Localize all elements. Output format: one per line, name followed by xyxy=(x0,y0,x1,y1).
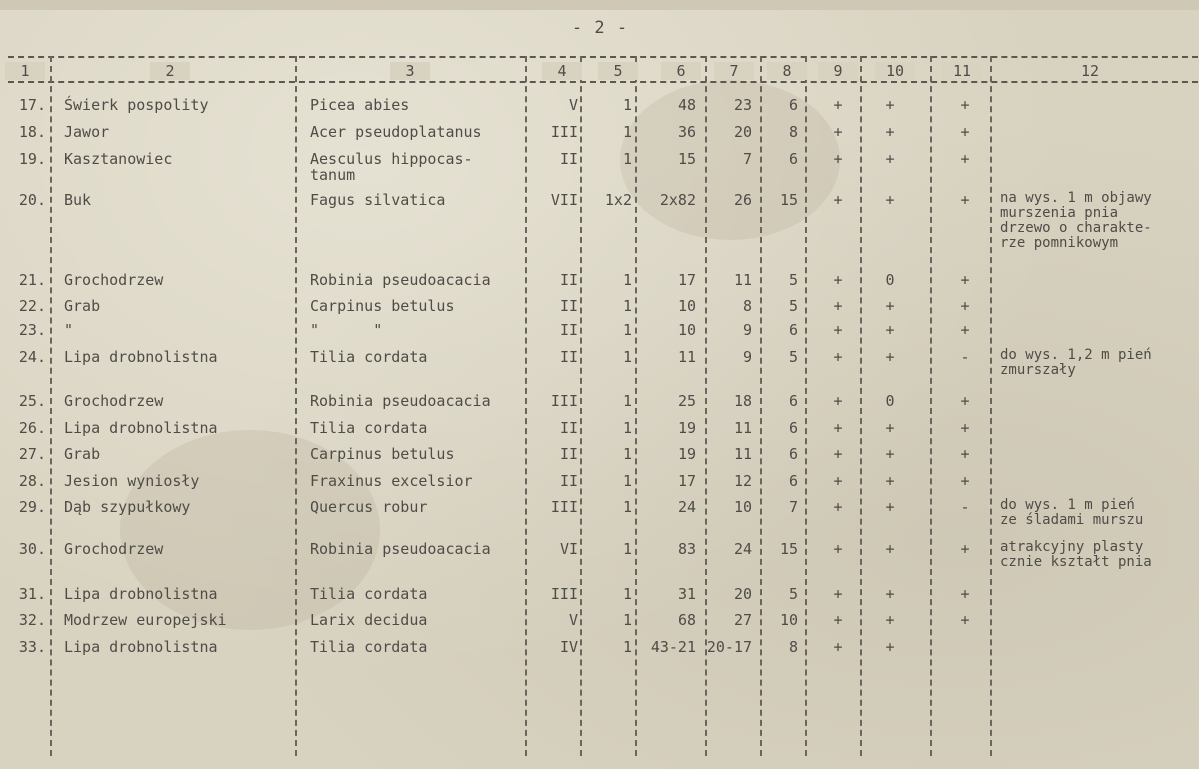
col-5-value: 1 xyxy=(622,297,632,315)
col-6-value: 68 xyxy=(677,611,696,629)
col-5-value: 1 xyxy=(622,638,632,656)
column-separator-line xyxy=(50,56,52,756)
col-5-value: 1x2 xyxy=(604,191,632,209)
col-9-value: + xyxy=(833,498,843,516)
col-8-value: 5 xyxy=(788,297,798,315)
col-9-value: + xyxy=(833,445,843,463)
col-4-value: III xyxy=(550,498,578,516)
row-number: 20. xyxy=(18,191,46,209)
col-11-value: + xyxy=(960,540,970,558)
col-6-value: 15 xyxy=(677,150,696,168)
polish-name: Lipa drobnolistna xyxy=(64,348,218,366)
column-number-3: 3 xyxy=(390,62,430,80)
latin-name: Fagus silvatica xyxy=(310,191,446,209)
col-11-value: + xyxy=(960,321,970,339)
table-top-rule xyxy=(8,56,1198,58)
col-6-value: 19 xyxy=(677,445,696,463)
col-9-value: + xyxy=(833,321,843,339)
col-7-value: 7 xyxy=(742,150,752,168)
column-separator-line xyxy=(525,56,527,756)
remark-line: murszenia pnia xyxy=(1000,205,1119,221)
col-10-value: + xyxy=(885,348,895,366)
col-9-value: + xyxy=(833,348,843,366)
col-5-value: 1 xyxy=(622,472,632,490)
col-9-value: + xyxy=(833,540,843,558)
col-11-value: + xyxy=(960,472,970,490)
col-10-value: + xyxy=(885,638,895,656)
latin-name: Tilia cordata xyxy=(310,638,428,656)
col-4-value: IV xyxy=(559,638,578,656)
col-6-value: 11 xyxy=(677,348,696,366)
row-number: 23. xyxy=(18,321,46,339)
header-bottom-rule xyxy=(8,81,1198,83)
col-9-value: + xyxy=(833,123,843,141)
col-10-value: + xyxy=(885,472,895,490)
col-7-value: 11 xyxy=(733,271,752,289)
row-number: 33. xyxy=(18,638,46,656)
col-11-value: + xyxy=(960,419,970,437)
col-6-value: 36 xyxy=(677,123,696,141)
latin-name: Quercus robur xyxy=(310,498,428,516)
remark-line: rze pomnikowym xyxy=(1000,235,1119,251)
column-separator-line xyxy=(760,56,762,756)
col-8-value: 15 xyxy=(779,540,798,558)
row-number: 30. xyxy=(18,540,46,558)
col-4-value: II xyxy=(559,271,578,289)
col-11-value: - xyxy=(960,498,970,516)
polish-name: Lipa drobnolistna xyxy=(64,419,218,437)
polish-name: " xyxy=(64,321,74,339)
column-number-8: 8 xyxy=(767,62,807,80)
column-number-9: 9 xyxy=(818,62,858,80)
col-5-value: 1 xyxy=(622,123,632,141)
col-6-value: 17 xyxy=(677,271,696,289)
polish-name: Buk xyxy=(64,191,92,209)
col-8-value: 8 xyxy=(788,123,798,141)
column-number-1: 1 xyxy=(5,62,45,80)
row-number: 17. xyxy=(18,96,46,114)
col-9-value: + xyxy=(833,297,843,315)
col-4-value: II xyxy=(559,419,578,437)
col-8-value: 7 xyxy=(788,498,798,516)
latin-name: Robinia pseudoacacia xyxy=(310,271,491,289)
col-7-value: 20 xyxy=(733,585,752,603)
col-10-value: + xyxy=(885,321,895,339)
col-10-value: + xyxy=(885,419,895,437)
col-5-value: 1 xyxy=(622,150,632,168)
row-number: 28. xyxy=(18,472,46,490)
col-7-value: 23 xyxy=(733,96,752,114)
latin-name: Tilia cordata xyxy=(310,419,428,437)
col-4-value: VII xyxy=(550,191,578,209)
col-9-value: + xyxy=(833,611,843,629)
col-9-value: + xyxy=(833,392,843,410)
col-11-value: + xyxy=(960,191,970,209)
col-7-value: 9 xyxy=(742,321,752,339)
column-number-5: 5 xyxy=(598,62,638,80)
col-6-value: 25 xyxy=(677,392,696,410)
column-number-6: 6 xyxy=(661,62,701,80)
col-6-value: 31 xyxy=(677,585,696,603)
latin-name: Carpinus betulus xyxy=(310,297,455,315)
col-10-value: + xyxy=(885,585,895,603)
col-9-value: + xyxy=(833,419,843,437)
col-8-value: 10 xyxy=(779,611,798,629)
col-5-value: 1 xyxy=(622,585,632,603)
col-4-value: II xyxy=(559,321,578,339)
column-number-4: 4 xyxy=(542,62,582,80)
col-8-value: 6 xyxy=(788,150,798,168)
col-8-value: 5 xyxy=(788,271,798,289)
latin-name: Tilia cordata xyxy=(310,585,428,603)
col-4-value: II xyxy=(559,445,578,463)
col-10-value: + xyxy=(885,123,895,141)
latin-name: tanum xyxy=(310,166,356,184)
column-separator-line xyxy=(295,56,297,756)
remark-line: do wys. 1,2 m pień xyxy=(1000,347,1152,363)
column-number-12: 12 xyxy=(1070,62,1110,80)
col-7-value: 11 xyxy=(733,445,752,463)
col-7-value: 9 xyxy=(742,348,752,366)
col-6-value: 24 xyxy=(677,498,696,516)
column-number-7: 7 xyxy=(714,62,754,80)
col-5-value: 1 xyxy=(622,348,632,366)
polish-name: Grab xyxy=(64,297,101,315)
row-number: 22. xyxy=(18,297,46,315)
col-10-value: 0 xyxy=(885,392,895,410)
polish-name: Grochodrzew xyxy=(64,271,164,289)
col-11-value: - xyxy=(960,348,970,366)
col-5-value: 1 xyxy=(622,540,632,558)
col-4-value: VI xyxy=(559,540,578,558)
polish-name: Modrzew europejski xyxy=(64,611,227,629)
col-8-value: 6 xyxy=(788,96,798,114)
col-7-value: 11 xyxy=(733,419,752,437)
col-9-value: + xyxy=(833,585,843,603)
latin-name: Fraxinus excelsior xyxy=(310,472,473,490)
col-9-value: + xyxy=(833,150,843,168)
col-11-value: + xyxy=(960,445,970,463)
col-10-value: + xyxy=(885,611,895,629)
col-7-value: 8 xyxy=(742,297,752,315)
polish-name: Jesion wyniosły xyxy=(64,472,200,490)
col-5-value: 1 xyxy=(622,611,632,629)
col-5-value: 1 xyxy=(622,419,632,437)
col-4-value: III xyxy=(550,123,578,141)
col-10-value: + xyxy=(885,96,895,114)
col-5-value: 1 xyxy=(622,445,632,463)
col-5-value: 1 xyxy=(622,498,632,516)
col-10-value: 0 xyxy=(885,271,895,289)
column-separator-line xyxy=(635,56,637,756)
row-number: 27. xyxy=(18,445,46,463)
col-11-value: + xyxy=(960,150,970,168)
col-6-value: 48 xyxy=(677,96,696,114)
latin-name: Picea abies xyxy=(310,96,410,114)
col-6-value: 17 xyxy=(677,472,696,490)
latin-name: Aesculus hippocas- xyxy=(310,150,473,168)
row-number: 19. xyxy=(18,150,46,168)
col-7-value: 12 xyxy=(733,472,752,490)
col-8-value: 6 xyxy=(788,419,798,437)
column-number-11: 11 xyxy=(942,62,982,80)
polish-name: Lipa drobnolistna xyxy=(64,638,218,656)
page-number: - 2 - xyxy=(571,18,629,38)
col-5-value: 1 xyxy=(622,96,632,114)
polish-name: Grab xyxy=(64,445,101,463)
col-10-value: + xyxy=(885,498,895,516)
col-6-value: 10 xyxy=(677,297,696,315)
col-10-value: + xyxy=(885,445,895,463)
polish-name: Jawor xyxy=(64,123,110,141)
col-6-value: 2x82 xyxy=(659,191,696,209)
col-8-value: 8 xyxy=(788,638,798,656)
latin-name: Carpinus betulus xyxy=(310,445,455,463)
col-4-value: II xyxy=(559,150,578,168)
col-8-value: 5 xyxy=(788,348,798,366)
col-11-value: + xyxy=(960,297,970,315)
col-7-value: 20-17 xyxy=(706,638,752,656)
col-6-value: 83 xyxy=(677,540,696,558)
col-7-value: 27 xyxy=(733,611,752,629)
remark-line: zmurszały xyxy=(1000,362,1076,378)
col-5-value: 1 xyxy=(622,392,632,410)
column-number-10: 10 xyxy=(875,62,915,80)
remark-line: atrakcyjny plasty xyxy=(1000,539,1144,555)
col-4-value: II xyxy=(559,472,578,490)
latin-name: Tilia cordata xyxy=(310,348,428,366)
col-9-value: + xyxy=(833,638,843,656)
col-6-value: 19 xyxy=(677,419,696,437)
col-10-value: + xyxy=(885,150,895,168)
col-9-value: + xyxy=(833,191,843,209)
col-11-value: + xyxy=(960,392,970,410)
polish-name: Grochodrzew xyxy=(64,392,164,410)
col-8-value: 5 xyxy=(788,585,798,603)
remark-line: na wys. 1 m objawy xyxy=(1000,190,1152,206)
col-6-value: 43-21 xyxy=(650,638,696,656)
col-8-value: 6 xyxy=(788,321,798,339)
col-4-value: II xyxy=(559,297,578,315)
row-number: 32. xyxy=(18,611,46,629)
col-4-value: V xyxy=(568,611,578,629)
column-separator-line xyxy=(930,56,932,756)
polish-name: Lipa drobnolistna xyxy=(64,585,218,603)
col-4-value: III xyxy=(550,392,578,410)
remark-line: cznie kształt pnia xyxy=(1000,554,1152,570)
col-10-value: + xyxy=(885,191,895,209)
latin-name: Acer pseudoplatanus xyxy=(310,123,482,141)
row-number: 18. xyxy=(18,123,46,141)
col-11-value: + xyxy=(960,271,970,289)
remark-line: do wys. 1 m pień xyxy=(1000,497,1135,513)
col-11-value: + xyxy=(960,96,970,114)
col-11-value: + xyxy=(960,585,970,603)
col-6-value: 10 xyxy=(677,321,696,339)
row-number: 21. xyxy=(18,271,46,289)
col-8-value: 6 xyxy=(788,472,798,490)
col-7-value: 24 xyxy=(733,540,752,558)
remark-line: drzewo o charakte- xyxy=(1000,220,1152,236)
col-4-value: V xyxy=(568,96,578,114)
row-number: 29. xyxy=(18,498,46,516)
col-8-value: 6 xyxy=(788,445,798,463)
col-4-value: II xyxy=(559,348,578,366)
polish-name: Świerk pospolity xyxy=(64,96,209,114)
polish-name: Grochodrzew xyxy=(64,540,164,558)
col-7-value: 20 xyxy=(733,123,752,141)
col-8-value: 6 xyxy=(788,392,798,410)
col-11-value: + xyxy=(960,611,970,629)
latin-name: " " xyxy=(310,321,383,339)
column-separator-line xyxy=(860,56,862,756)
polish-name: Dąb szypułkowy xyxy=(64,498,191,516)
col-10-value: + xyxy=(885,540,895,558)
latin-name: Robinia pseudoacacia xyxy=(310,540,491,558)
col-7-value: 18 xyxy=(733,392,752,410)
col-7-value: 10 xyxy=(733,498,752,516)
col-5-value: 1 xyxy=(622,321,632,339)
col-4-value: III xyxy=(550,585,578,603)
col-9-value: + xyxy=(833,96,843,114)
row-number: 24. xyxy=(18,348,46,366)
col-10-value: + xyxy=(885,297,895,315)
col-11-value: + xyxy=(960,123,970,141)
remark-line: ze śladami murszu xyxy=(1000,512,1144,528)
col-8-value: 15 xyxy=(779,191,798,209)
col-9-value: + xyxy=(833,271,843,289)
paper-torn-edge xyxy=(0,0,1199,10)
polish-name: Kasztanowiec xyxy=(64,150,173,168)
column-separator-line xyxy=(805,56,807,756)
col-9-value: + xyxy=(833,472,843,490)
row-number: 31. xyxy=(18,585,46,603)
column-separator-line xyxy=(990,56,992,756)
col-7-value: 26 xyxy=(733,191,752,209)
row-number: 25. xyxy=(18,392,46,410)
column-separator-line xyxy=(580,56,582,756)
latin-name: Robinia pseudoacacia xyxy=(310,392,491,410)
column-number-2: 2 xyxy=(150,62,190,80)
row-number: 26. xyxy=(18,419,46,437)
col-5-value: 1 xyxy=(622,271,632,289)
latin-name: Larix decidua xyxy=(310,611,428,629)
